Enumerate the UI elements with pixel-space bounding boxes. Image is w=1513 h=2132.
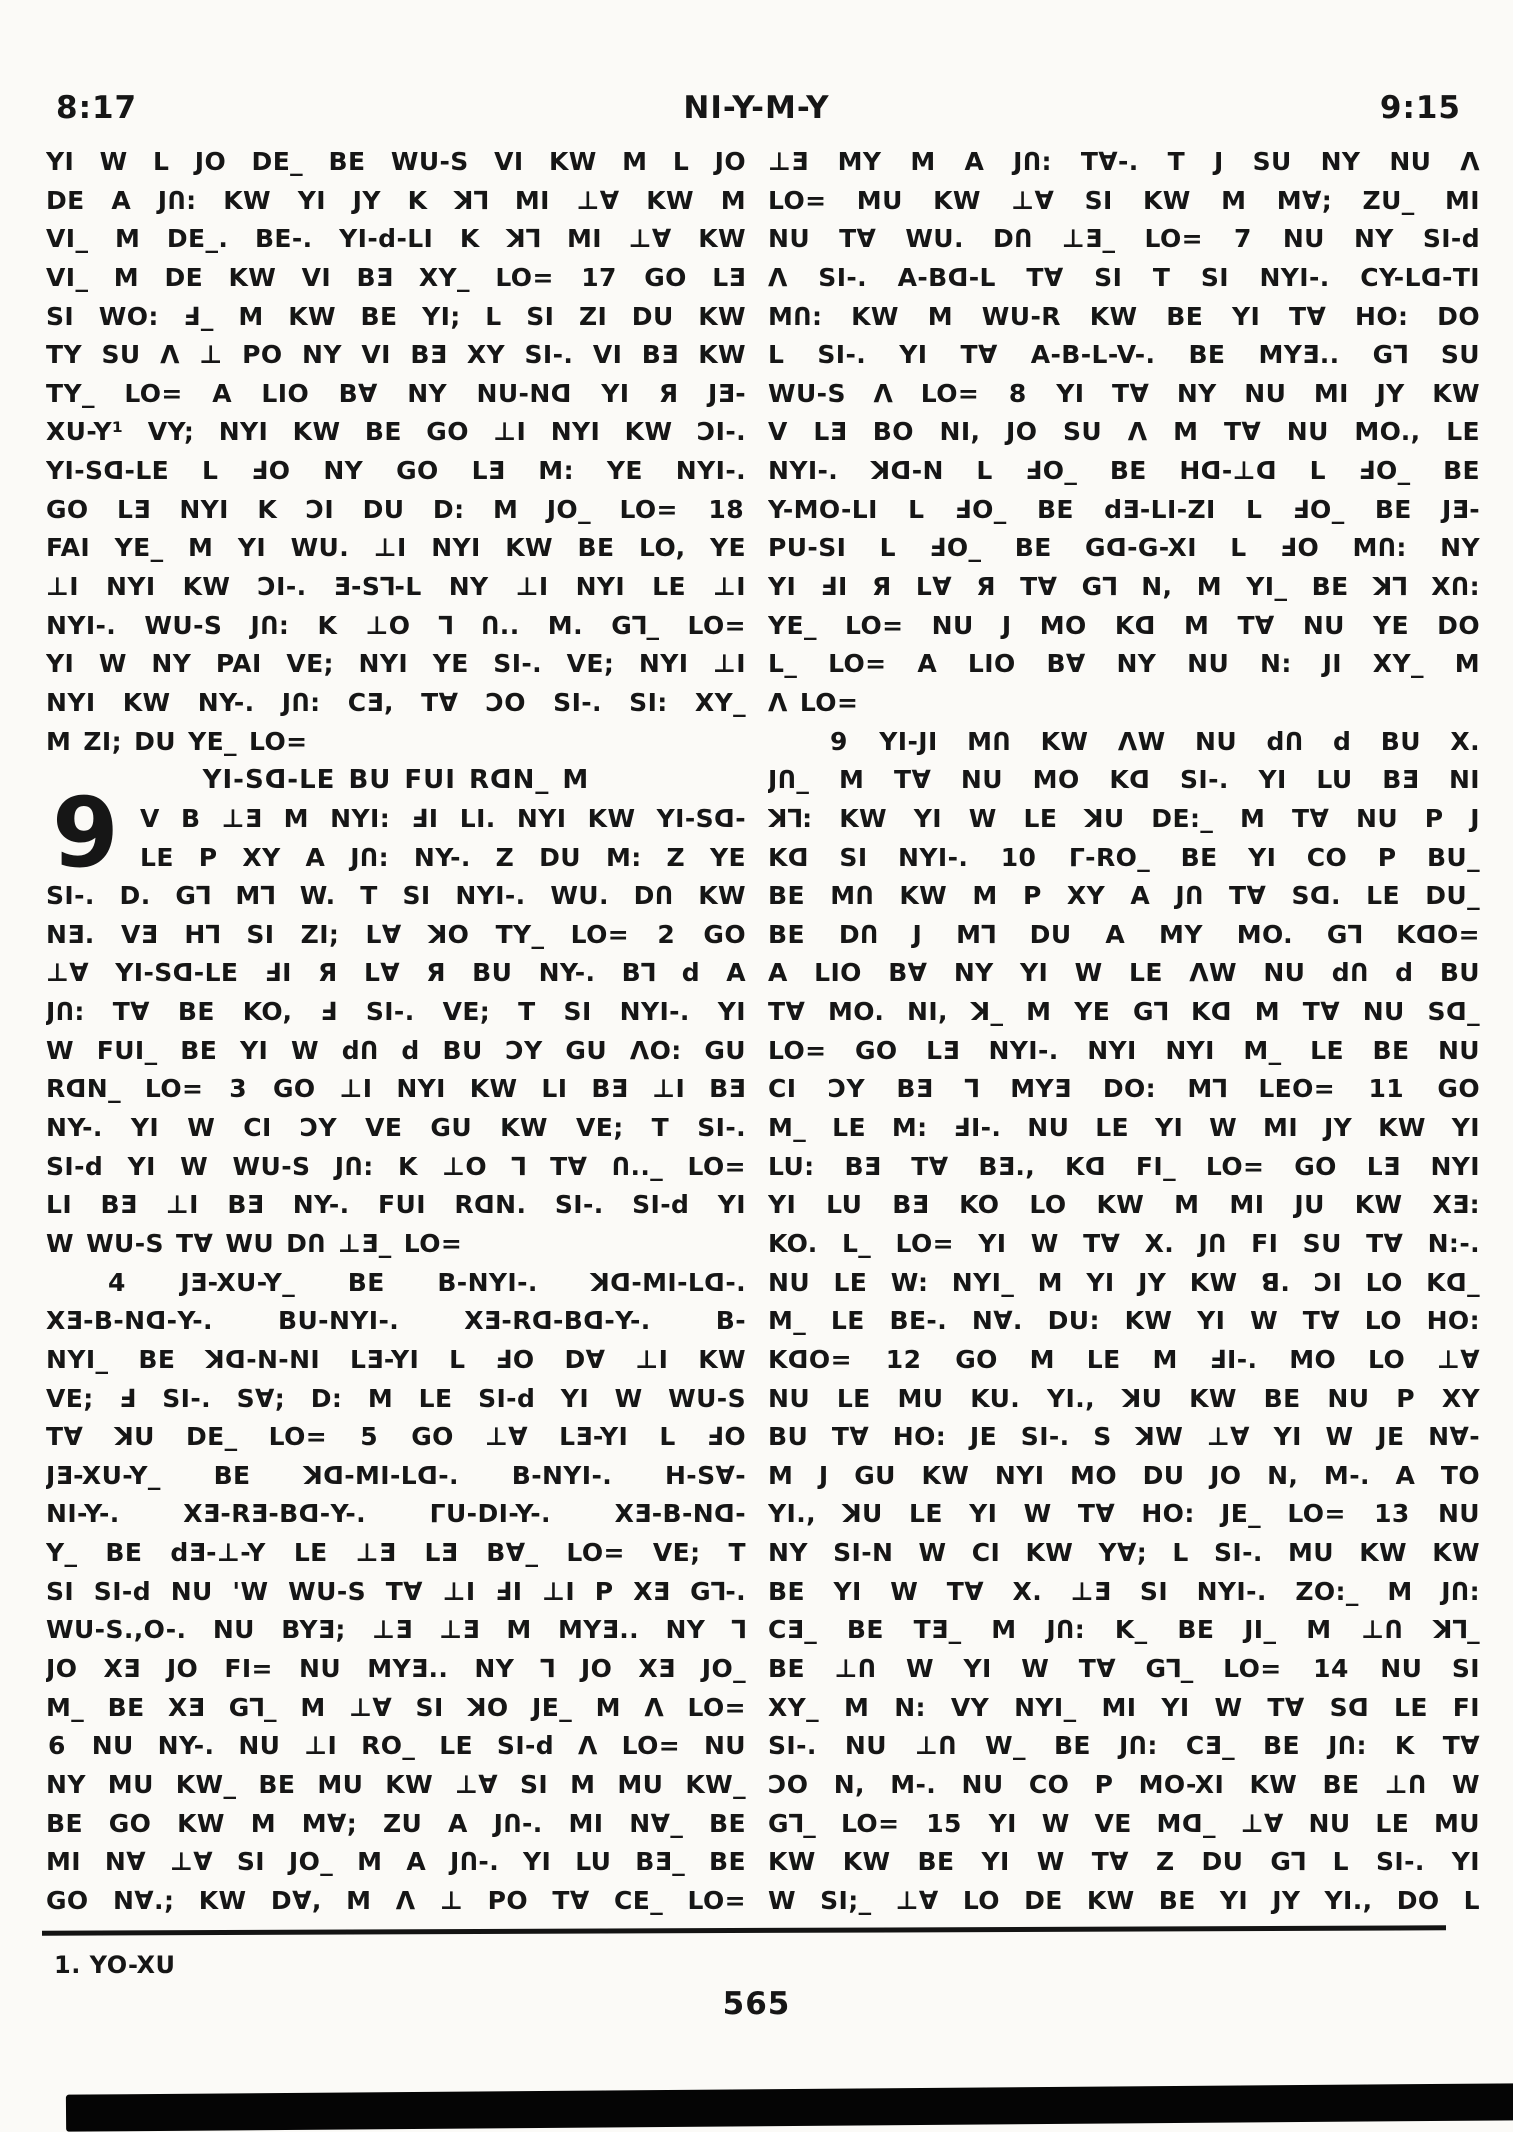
text-line: GO LƎ NYI K ƆI DU D: M JO_ LO= 18 — [46, 494, 744, 524]
verse-number: 11 — [1368, 1074, 1405, 1104]
section-subhead: YI-Sꓷ-LE BU FUI RꓷN_ M — [202, 765, 590, 796]
text-line: NƎ. VƎ H⅂ SI ZI; L∀ ꓘO TY_ LO= 2 GO — [46, 919, 746, 949]
text-line: SI-. NU ⊥Ո W_ BE JՈ: CƎ_ BE JՈ: K T∀ — [768, 1731, 1480, 1761]
text-line: M_ LE M: ℲI-. NU LE YI W MI JY KW YI — [768, 1113, 1480, 1143]
text-line: 4 JƎ-XU-Y_ BE B-NYI-. ꓘꓷ-MI-Lꓷ-. — [108, 1267, 746, 1297]
text-line: NU LE W: NYI_ M YI JY KW ꓭ. ƆI LO Kꓷ_ — [768, 1267, 1480, 1297]
text-line: JՈ_ M T∀ NU MO Kꓷ SI-. YI LU BƎ NI — [768, 765, 1480, 795]
text-line: W SI;_ ⊥∀ LO DE KW BE YI JY YI., DO L — [768, 1885, 1480, 1915]
text-line: KW KW BE YI W T∀ Z DU G⅂ L SI-. YI — [768, 1847, 1480, 1877]
header-verse-ref-right: 9:15 — [1379, 90, 1461, 126]
header-book-title: NI-Y-M-Y — [683, 90, 830, 126]
verse-number: 17 — [581, 262, 617, 292]
text-line: M_ LE BE-. N∀. DU: KW YI W T∀ LO HO: — [768, 1306, 1480, 1336]
text-line: M_ BE XƎ G⅂_ M ⊥∀ SI ꓘO JE_ M Λ LO= — [46, 1692, 746, 1722]
text-line: JO XƎ JO FI= NU MYƎ.. NY ⅂ JO XƎ JO_ — [46, 1653, 746, 1683]
text-line: NY MU KW_ BE MU KW ⊥∀ SI M MU KW_ — [46, 1769, 746, 1799]
text-line: T∀ MO. NI, ꓘ_ M YE G⅂ Kꓷ M T∀ NU Sꓷ_ — [768, 997, 1480, 1027]
text-line: SI-. D. G⅂ M⅂ W. T SI NYI-. WU. DՈ KW — [46, 881, 746, 911]
text-line: LU: BƎ T∀ BƎ., Kꓷ FI_ LO= GO LƎ NYI — [768, 1151, 1480, 1181]
text-line: BE MՈ KW M P XY A JՈ T∀ Sꓷ. LE DU_ — [768, 881, 1480, 911]
text-line: BE GO KW M M∀; ZU A JՈ-. MI N∀_ BE — [46, 1808, 746, 1838]
verse-number: 15 — [926, 1808, 962, 1838]
text-line: G⅂_ LO= 15 YI W VE Mꓷ_ ⊥∀ NU LE MU — [768, 1808, 1480, 1838]
text-line: YI ℲI Я L∀ Я T∀ G⅂ N, M YI_ BE ꓘ⅂ XՈ: — [768, 572, 1480, 602]
text-line: ⊥Ǝ MY M A JՈ: T∀-. T J SU NY NU Λ — [768, 147, 1480, 176]
footnote: 1. YO-XU — [54, 1951, 176, 1979]
text-line: YI W NY PAI VE; NYI YE SI-. VE; NYI ⊥I — [46, 649, 746, 679]
text-line: YI-Sꓷ-LE L ℲO NY GO LƎ M: YE NYI-. — [46, 456, 746, 486]
text-line: TY_ LO= A LIO B∀ NY NU-Nꓷ YI Я JƎ- — [46, 378, 746, 408]
text-line: YI., ꓘU LE YI W T∀ HO: JE_ LO= 13 NU — [768, 1499, 1480, 1529]
verse-number: 7 — [1234, 224, 1252, 254]
text-line: JՈ: T∀ BE KO, Ⅎ SI-. VE; T SI NYI-. YI — [46, 997, 746, 1027]
text-line: A LIO B∀ NY YI W LE ΛW NU dՈ d BU — [768, 958, 1480, 988]
verse-number: 8 — [1008, 378, 1027, 408]
text-line: BU T∀ HO: JE SI-. S ꓘW ⊥∀ YI W JE N∀- — [768, 1422, 1480, 1452]
text-line: RꓷN_ LO= 3 GO ⊥I NYI KW LI BƎ ⊥I BƎ — [46, 1074, 746, 1104]
text-line: YE_ LO= NU J MO Kꓷ M T∀ NU YE DO — [768, 610, 1480, 640]
text-line: SI-d YI W WU-S JՈ: K ⊥O ⅂ T∀ Ո.._ LO= — [46, 1151, 746, 1181]
text-line: ⊥∀ YI-Sꓷ-LE ℲI Я L∀ Я BU NY-. B⅂ d A — [46, 958, 746, 988]
text-line: V LƎ BO NI, JO SU Λ M T∀ NU MO., LE — [768, 417, 1480, 447]
text-line: BE YI W T∀ X. ⊥Ǝ SI NYI-. ZO:_ M JՈ: — [768, 1576, 1480, 1606]
column-right — [768, 143, 1480, 1920]
text-line: LE P XY A JՈ: NY-. Z DU M: Z YE — [140, 842, 746, 872]
verse-number: 4 — [108, 1267, 126, 1297]
text-line: 9 YI-JI MՈ KW ΛW NU dՈ d BU X. — [830, 726, 1480, 756]
text-line: MI N∀ ⊥∀ SI JO_ M A JՈ-. YI LU BƎ_ BE — [46, 1847, 746, 1877]
text-line: W FUI_ BE YI W dՈ d BU ƆY GU ΛO: GU — [46, 1035, 746, 1065]
text-line: SI WO: Ⅎ_ M KW BE YI; L SI ZI DU KW — [46, 301, 746, 331]
text-line: Y-MO-LI L ℲO_ BE dƎ-LI-ZI L ℲO_ BE JƎ- — [768, 494, 1480, 524]
text-line: 6 NU NY-. NU ⊥I RO_ LE SI-d Λ LO= NU — [48, 1731, 746, 1761]
text-line: FAI YE_ M YI WU. ⊥I NYI KW BE LO, YE — [46, 533, 746, 563]
text-line: V B ⊥Ǝ M NYI: ℲI LI. NYI KW YI-Sꓷ- — [140, 803, 746, 833]
text-line: XƎ-B-Nꓷ-Y-. BU-NYI-. XƎ-Rꓷ-Bꓷ-Y-. B- — [46, 1306, 746, 1336]
text-line: MՈ: KW M WU-R KW BE YI T∀ HO: DO — [768, 301, 1480, 331]
text-line: NYI-. ꓘꓷ-N L ℲO_ BE Hꓷ-⊥ꓷ L ℲO_ BE — [768, 456, 1480, 486]
text-line: NYI KW NY-. JՈ: CƎ, T∀ ƆO SI-. SI: XY_ — [46, 687, 746, 717]
text-line: LO= MU KW ⊥∀ SI KW M M∀; ZU_ MI — [768, 185, 1480, 215]
text-line: KO. L_ LO= YI W T∀ X. JՈ FI SU T∀ N:-. — [768, 1228, 1480, 1258]
verse-number: 12 — [885, 1344, 922, 1374]
verse-number: 9 — [830, 726, 848, 756]
text-line: T∀ ꓘU DE_ LO= 5 GO ⊥∀ LƎ-YI L ℲO — [46, 1422, 746, 1452]
text-line: KꓷO= 12 GO M LE M ℲI-. MO LO ⊥∀ — [768, 1344, 1480, 1374]
scan-artifact-bar — [66, 2083, 1513, 2131]
text-line: ⊥I NYI KW ƆI-. Ǝ-S⅂-L NY ⊥I NYI LE ⊥I — [46, 572, 746, 602]
text-line: YI W L JO DE_ BE WU-S VI KW M L JO — [46, 147, 746, 176]
text-line: NU T∀ WU. DՈ ⊥Ǝ_ LO= 7 NU NY SI-d — [768, 224, 1480, 254]
text-line: NYI_ BE ꓘꓷ-N-NI LƎ-YI L ℲO D∀ ⊥I KW — [46, 1344, 746, 1374]
text-line: LI BƎ ⊥I BƎ NY-. FUI RꓷN. SI-. SI-d YI — [46, 1190, 746, 1220]
verse-number: 10 — [1000, 842, 1037, 872]
verse-number: 18 — [708, 494, 744, 524]
verse-number: 13 — [1374, 1499, 1410, 1529]
text-line: Λ SI-. A-Bꓷ-L T∀ SI T SI NYI-. CY-Lꓷ-TI — [768, 262, 1480, 292]
column-left — [46, 143, 746, 1920]
text-line: ƆO N, M-. NU CO P MO-XI KW BE ⊥Ո W — [768, 1769, 1480, 1799]
text-line: W WU-S T∀ WU DՈ ⊥Ǝ_ LO= — [46, 1228, 463, 1258]
text-line: CI ƆY BƎ ⅂ MYƎ DO: M⅂ LEO= 11 GO — [768, 1074, 1480, 1104]
text-line: PU-SI L ℲO_ BE Gꓷ-G-XI L ℲO MՈ: NY — [768, 533, 1480, 563]
chapter-dropcap: 9 — [52, 777, 119, 890]
text-line: XY_ M N: VY NYI_ MI YI W T∀ Sꓷ LE FI — [768, 1692, 1480, 1722]
text-line: Λ LO= — [768, 687, 859, 717]
text-line: NU LE MU KU. YI., ꓘU KW BE NU P XY — [768, 1383, 1480, 1413]
text-line: XU-Y¹ VY; NYI KW BE GO ⊥I NYI KW ƆI-. — [46, 417, 746, 447]
text-line: BE ⊥Ո W YI W T∀ G⅂_ LO= 14 NU SI — [768, 1653, 1480, 1683]
text-line: M ZI; DU YE_ LO= — [46, 726, 308, 756]
header-verse-ref-left: 8:17 — [56, 90, 138, 126]
verse-number: 5 — [360, 1422, 379, 1452]
page-number: 565 — [722, 1986, 791, 2022]
text-line: VE; Ⅎ SI-. S∀; D: M LE SI-d YI W WU-S — [46, 1383, 746, 1413]
text-line: JƎ-XU-Y_ BE ꓘꓷ-MI-Lꓷ-. B-NYI-. H-S∀- — [46, 1460, 746, 1490]
text-line: LO= GO LƎ NYI-. NYI NYI M_ LE BE NU — [768, 1035, 1480, 1065]
text-line: GO N∀.; KW D∀, M Λ ⊥ PO T∀ CE_ LO= — [46, 1885, 746, 1915]
text-line: Y_ BE dƎ-⊥-Y LE ⊥Ǝ LƎ B∀_ LO= VE; T — [46, 1538, 746, 1568]
text-line: ꓘ⅂: KW YI W LE ꓘU DE:_ M T∀ NU P J — [768, 803, 1480, 833]
verse-number: 6 — [48, 1731, 66, 1761]
text-line: YI LU BƎ KO LO KW M MI JU KW XƎ: — [768, 1190, 1480, 1220]
text-line: VI_ M DE KW VI BƎ XY_ LO= 17 GO LƎ — [46, 262, 746, 292]
text-line: M J GU KW NYI MO DU JO N, M-. A TO — [768, 1460, 1480, 1490]
text-line: Kꓷ SI NYI-. 10 Γ-RO_ BE YI CO P BU_ — [768, 842, 1480, 872]
text-line: WU-S Λ LO= 8 YI T∀ NY NU MI JY KW — [768, 378, 1480, 408]
text-line: CƎ_ BE TƎ_ M JՈ: K_ BE JI_ M ⊥Ո ꓘ⅂_ — [768, 1615, 1480, 1645]
verse-number: 14 — [1313, 1653, 1349, 1683]
text-line: NI-Y-. XƎ-RƎ-Bꓷ-Y-. ΓU-DI-Y-. XƎ-B-Nꓷ- — [46, 1499, 746, 1529]
text-line: VI_ M DE_. BE-. YI-d-LI K ꓘ⅂ MI ⊥∀ KW — [46, 224, 746, 254]
text-line: L SI-. YI T∀ A-B-L-V-. BE MYƎ.. G⅂ SU — [768, 340, 1480, 370]
verse-number: 3 — [229, 1074, 248, 1104]
text-line: L_ LO= A LIO B∀ NY NU N: JI XY_ M — [768, 649, 1480, 679]
text-line: NY SI-N W CI KW Y∀; L SI-. MU KW KW — [768, 1538, 1480, 1568]
text-line: DE A JՈ: KW YI JY K ꓘ⅂ MI ⊥∀ KW M — [46, 185, 746, 215]
text-line: WU-S.,O-. NU BYƎ; ⊥Ǝ ⊥Ǝ M MYƎ.. NY ⅂ — [46, 1615, 746, 1645]
text-line: NYI-. WU-S JՈ: K ⊥O ⅂ Ո.. M. G⅂_ LO= — [46, 610, 746, 640]
text-line: BE DՈ J M⅂ DU A MY MO. G⅂ KꓷO= — [768, 919, 1480, 949]
text-line: NY-. YI W CI ƆY VE GU KW VE; T SI-. — [46, 1113, 746, 1143]
text-line: TY SU Λ ⊥ PO NY VI BƎ XY SI-. VI BƎ KW — [46, 340, 746, 370]
verse-number: 2 — [657, 919, 676, 949]
text-line: SI SI-d NU 'W WU-S T∀ ⊥I ℲI ⊥I P XƎ G⅂-. — [46, 1576, 746, 1606]
footnote-rule — [42, 1925, 1446, 1935]
